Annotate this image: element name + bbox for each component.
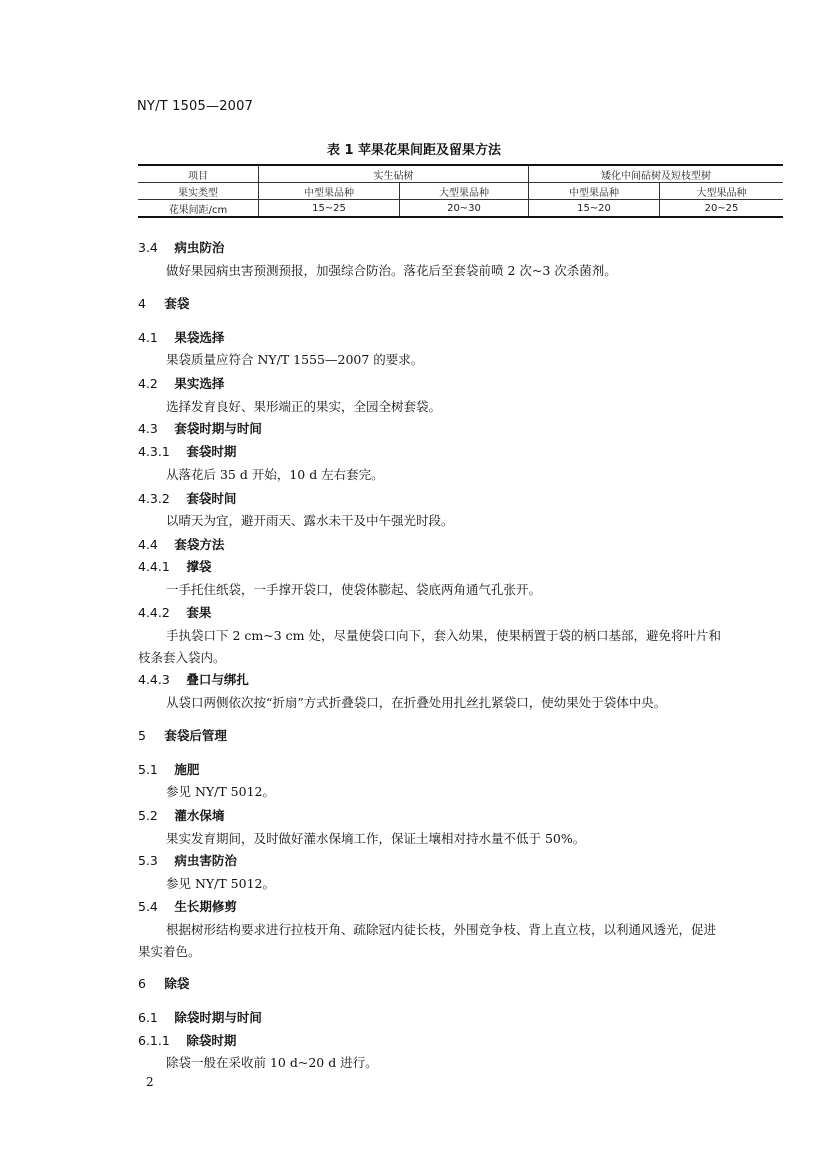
section-heading-4-1: 4.1 果袋选择	[138, 330, 225, 345]
table-cell: 果实类型	[138, 183, 259, 200]
section-heading-3-4: 3.4 病虫防治	[138, 240, 225, 255]
section-text-5-2: 果实发育期间，及时做好灌水保墒工作，保证土壤相对持水量不低于 50%。	[166, 831, 586, 846]
section-heading-4-2: 4.2 果实选择	[138, 376, 225, 391]
section-text-4-4-3: 从袋口两侧依次按“折扇”方式折叠袋口，在折叠处用扎丝扎紧袋口，使幼果处于袋体中央。	[166, 695, 667, 710]
section-text-4-3-1: 从落花后 35 d 开始，10 d 左右套完。	[166, 467, 384, 482]
section-heading-4-4-3: 4.4.3 叠口与绑扎	[138, 672, 249, 687]
section-heading-4: 4 套袋	[138, 296, 190, 311]
section-heading-4-4: 4.4 套袋方法	[138, 537, 225, 552]
table-cell: 15~25	[259, 200, 400, 218]
section-heading-5: 5 套袋后管理	[138, 728, 227, 743]
section-heading-6-1-1: 6.1.1 除袋时期	[138, 1033, 237, 1048]
page-number: 2	[146, 1075, 154, 1089]
section-heading-5-3: 5.3 病虫害防治	[138, 853, 237, 868]
table-cell: 实生砧树	[259, 165, 529, 183]
section-text-4-4-2-line1: 手执袋口下 2 cm~3 cm 处，尽量使袋口向下，套入幼果，使果柄置于袋的柄口基部，避免将叶片和	[166, 628, 721, 643]
section-text-4-2: 选择发育良好、果形端正的果实，全园全树套袋。	[166, 399, 442, 414]
section-heading-4-3-2: 4.3.2 套袋时间	[138, 491, 237, 506]
section-heading-4-4-1: 4.4.1 撑袋	[138, 559, 212, 574]
section-text-4-4-1: 一手托住纸袋，一手撑开袋口，使袋体膨起、袋底两角通气孔张开。	[166, 582, 542, 597]
section-text-5-4-line2: 果实着色。	[138, 944, 201, 959]
section-heading-4-4-2: 4.4.2 套果	[138, 605, 212, 620]
table-cell: 20~30	[400, 200, 529, 218]
table-cell: 矮化中间砧树及短枝型树	[529, 165, 784, 183]
section-text-4-3-2: 以晴天为宜，避开雨天、露水未干及中午强光时段。	[166, 513, 454, 528]
section-heading-6: 6 除袋	[138, 976, 190, 991]
section-text-5-1: 参见 NY/T 5012。	[166, 784, 275, 799]
table-cell: 项目	[138, 165, 259, 183]
section-text-6-1-1: 除袋一般在采收前 10 d~20 d 进行。	[166, 1055, 378, 1070]
section-heading-5-4: 5.4 生长期修剪	[138, 899, 237, 914]
section-heading-5-2: 5.2 灌水保墒	[138, 808, 225, 823]
table-cell: 大型果品种	[660, 183, 784, 200]
table-cell: 中型果品种	[259, 183, 400, 200]
section-text-4-1: 果袋质量应符合 NY/T 1555—2007 的要求。	[166, 352, 424, 367]
section-heading-5-1: 5.1 施肥	[138, 762, 200, 777]
table-cell: 20~25	[660, 200, 784, 218]
section-heading-6-1: 6.1 除袋时期与时间	[138, 1010, 262, 1025]
section-heading-4-3-1: 4.3.1 套袋时期	[138, 444, 237, 459]
table-cell: 大型果品种	[400, 183, 529, 200]
flower-fruit-spacing-table	[138, 164, 783, 218]
section-text-5-4-line1: 根据树形结构要求进行拉枝开角、疏除冠内徒长枝，外围竞争枝、背上直立枝，以利通风透光，促进	[166, 922, 717, 937]
section-text-3-4: 做好果园病虫害预测预报，加强综合防治。落花后至套袋前喷 2 次~3 次杀菌剂。	[166, 263, 617, 278]
table-cell: 花果间距/cm	[138, 200, 259, 218]
table-row	[138, 183, 783, 200]
table-caption: 表 1 苹果花果间距及留果方法	[326, 143, 502, 158]
table-row	[138, 200, 783, 218]
table-cell: 15~20	[529, 200, 660, 218]
section-text-5-3: 参见 NY/T 5012。	[166, 876, 275, 891]
table-row	[138, 165, 783, 183]
section-heading-4-3: 4.3 套袋时期与时间	[138, 421, 262, 436]
table-cell: 中型果品种	[529, 183, 660, 200]
section-text-4-4-2-line2: 枝条套入袋内。	[138, 650, 226, 665]
document-header: NY/T 1505—2007	[137, 99, 254, 114]
